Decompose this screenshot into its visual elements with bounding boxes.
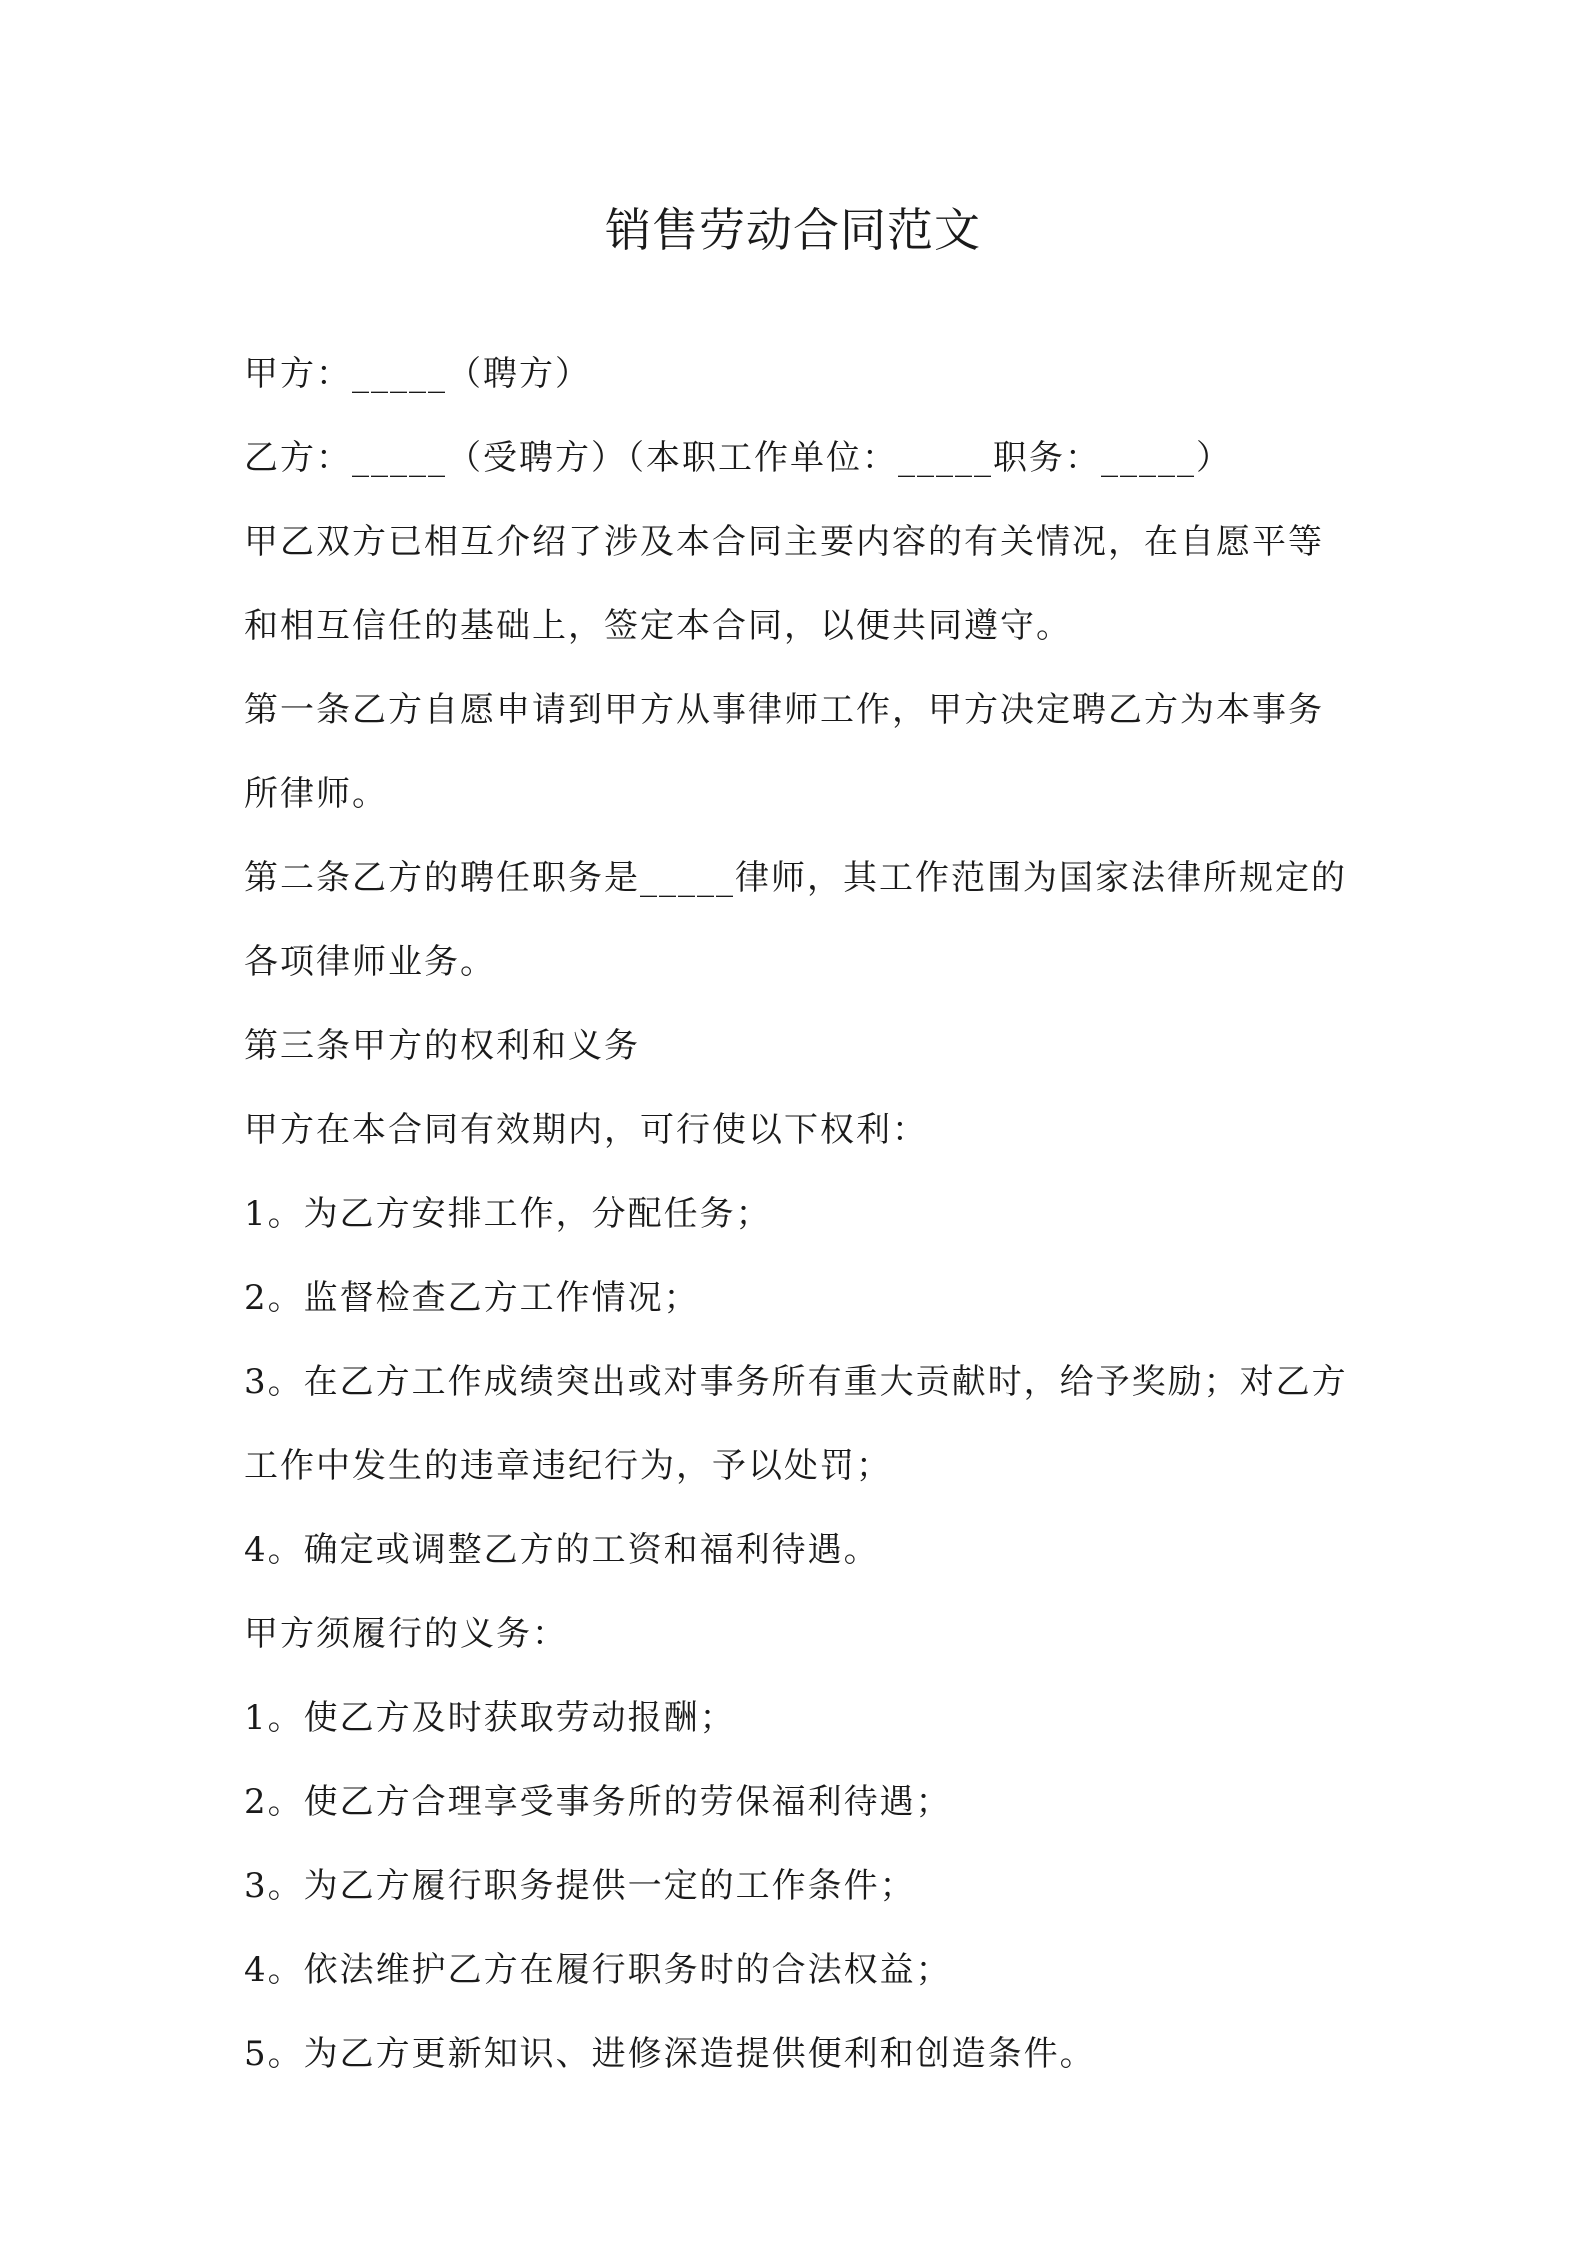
article-2-paragraph: 第二条乙方的聘任职务是_____律师，其工作范围为国家法律所规定的各项律师业务。 [244, 858, 1347, 982]
obligations-item-2: 2。使乙方合理享受事务所的劳保福利待遇； [244, 1782, 952, 1822]
obligations-item-1: 1。使乙方及时获取劳动报酬； [244, 1698, 736, 1738]
rights-item-4: 4。确定或调整乙方的工资和福利待遇。 [244, 1530, 880, 1570]
obligations-intro: 甲方须履行的义务： [244, 1614, 568, 1654]
rights-intro: 甲方在本合同有效期内，可行使以下权利： [244, 1110, 928, 1150]
obligations-item-5: 5。为乙方更新知识、进修深造提供便利和创造条件。 [244, 2034, 1096, 2074]
document-title: 销售劳动合同范文 [605, 203, 981, 257]
rights-item-3: 3。在乙方工作成绩突出或对事务所有重大贡献时，给予奖励；对乙方工作中发生的违章违纪行为，予以处罚； [244, 1362, 1348, 1486]
rights-item-1: 1。为乙方安排工作，分配任务； [244, 1194, 772, 1234]
document-body [244, 332, 1358, 2096]
article-1-paragraph: 第一条乙方自愿申请到甲方从事律师工作，甲方决定聘乙方为本事务所律师。 [244, 690, 1324, 814]
obligations-item-3: 3。为乙方履行职务提供一定的工作条件； [244, 1866, 916, 1906]
party-b-line: 乙方：_____（受聘方）（本职工作单位：_____职务：_____） [244, 438, 1232, 478]
party-a-line: 甲方：_____（聘方） [244, 354, 591, 394]
article-3-heading: 第三条甲方的权利和义务 [244, 1026, 640, 1066]
rights-item-2: 2。监督检查乙方工作情况； [244, 1278, 700, 1318]
obligations-item-4: 4。依法维护乙方在履行职务时的合法权益； [244, 1950, 952, 1990]
preamble-paragraph: 甲乙双方已相互介绍了涉及本合同主要内容的有关情况，在自愿平等和相互信任的基础上，签定本合同，以便共同遵守。 [244, 522, 1324, 646]
